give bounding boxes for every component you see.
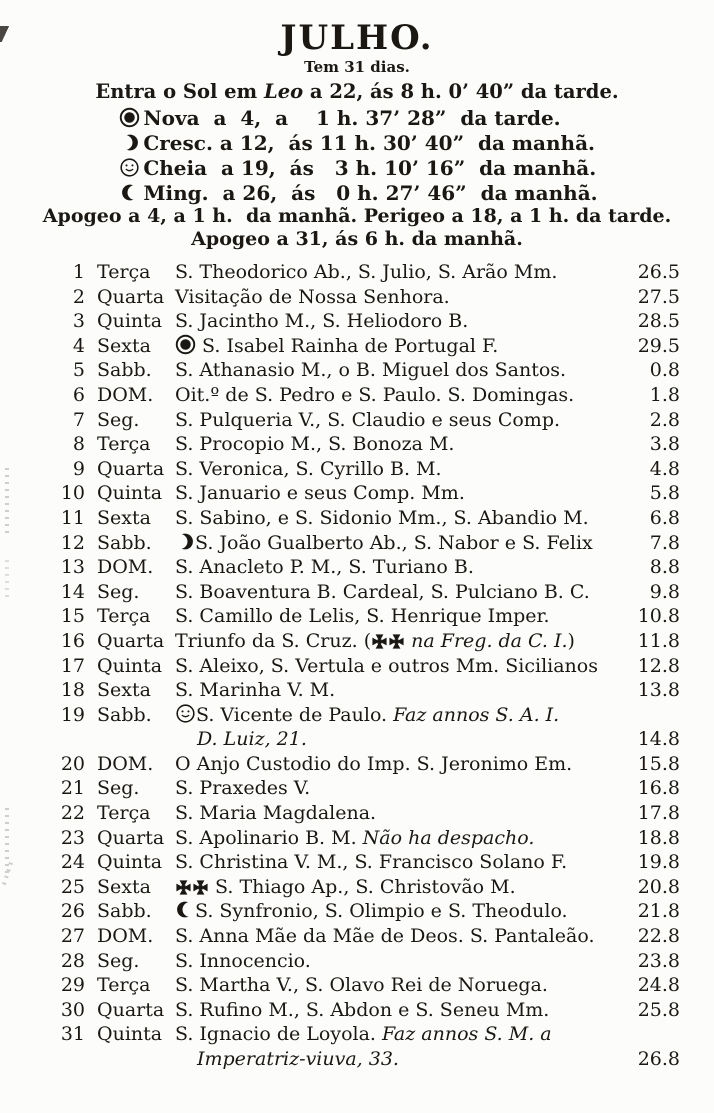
weekday-label: Terça — [97, 605, 151, 628]
calendar-row — [56, 752, 680, 777]
scan-smudge — [5, 808, 9, 874]
calendar-row — [56, 432, 680, 457]
new-moon-icon — [116, 107, 143, 128]
full-moon-icon — [116, 157, 143, 178]
maltese-cross-icon — [175, 876, 192, 898]
feast-entry — [175, 801, 632, 826]
maltese-cross-icon — [192, 876, 209, 898]
calendar-row — [56, 531, 680, 556]
moon-phase-line — [116, 180, 597, 205]
entry-italic-text: na Freg. da C. I. — [405, 629, 568, 652]
feast-entry — [175, 457, 632, 482]
entry-text: S. Innocencio. — [175, 949, 311, 972]
weekday-label: Sexta — [97, 679, 151, 702]
feast-entry — [175, 924, 632, 949]
day-number: 12 — [60, 531, 85, 554]
day-number: 28 — [60, 949, 85, 972]
entry-text: S. Ignacio de Loyola. — [175, 1023, 383, 1046]
weekday-label: Sabb. — [97, 359, 152, 382]
day-number: 4 — [72, 334, 85, 357]
day-number: 14 — [60, 580, 85, 603]
feast-entry — [175, 629, 632, 654]
feast-entry — [175, 899, 632, 924]
feast-entry — [175, 678, 632, 703]
moon-phase-list — [116, 105, 597, 205]
moon-age-value: 2.8 — [649, 408, 680, 431]
moon-phase-line — [116, 130, 597, 155]
feast-entry — [175, 334, 632, 359]
weekday-label: Quinta — [97, 654, 163, 677]
weekday-label: Terça — [97, 261, 151, 283]
day-number: 29 — [60, 974, 85, 997]
entry-text: Visitação de Nossa Senhora. — [175, 285, 450, 308]
entry-text: S. Vicente de Paulo. — [196, 703, 394, 726]
moon-age-value: 8.8 — [649, 556, 680, 579]
moon-age-value: 4.8 — [649, 457, 680, 480]
calendar-row — [56, 654, 680, 679]
scan-smudge — [5, 468, 9, 538]
calendar-row — [56, 408, 680, 433]
zodiac-sign: Leo — [263, 80, 304, 103]
day-number: 13 — [60, 556, 85, 579]
entry-italic-text: D. Luiz, 21. — [197, 728, 307, 751]
day-number: 10 — [60, 482, 85, 505]
weekday-label: Quinta — [97, 482, 163, 505]
feast-entry-continued — [175, 1047, 632, 1072]
entry-text: S. Maria Magdalena. — [175, 802, 377, 825]
entry-text: S. Procopio M., S. Bonoza M. — [175, 433, 455, 456]
day-number: 24 — [60, 851, 85, 874]
calendar-row — [56, 875, 680, 900]
day-number: 6 — [72, 383, 85, 406]
entry-text: Oit.º de S. Pedro e S. Paulo. S. Domingas. — [175, 383, 575, 406]
entry-text: S. Athanasio M., o B. Miguel dos Santos. — [175, 359, 567, 382]
moon-phase-label: Cresc. a 12, ás 11 h. 30’ 40” da manhã. — [143, 130, 596, 155]
calendar-row-continuation — [56, 727, 680, 752]
weekday-label: Quinta — [97, 310, 163, 333]
weekday-label: Sabb. — [97, 703, 152, 726]
moon-age-value: 3.8 — [649, 433, 680, 456]
feast-entry — [175, 309, 632, 334]
day-number: 26 — [60, 900, 85, 923]
moon-age-value: 6.8 — [649, 506, 680, 529]
moon-age-value: 14.8 — [637, 728, 680, 751]
entry-italic-text: Não ha despacho. — [362, 826, 535, 849]
calendar-row — [56, 383, 680, 408]
calendar-row — [56, 850, 680, 875]
feast-entry — [175, 285, 632, 310]
feast-entry — [175, 875, 632, 900]
calendar-row — [56, 899, 680, 924]
weekday-label: Sexta — [97, 875, 151, 898]
calendar-row — [56, 678, 680, 703]
weekday-label: Quarta — [97, 629, 165, 652]
entry-text: S. Theodorico Ab., S. Julio, S. Arão Mm. — [175, 261, 558, 283]
sun-line-post: a 22, ás 8 h. 0’ 40” da tarde. — [303, 80, 619, 103]
entry-text: S. Sabino, e S. Sidonio Mm., S. Abandio M. — [175, 506, 589, 529]
feast-entry — [175, 1022, 632, 1047]
calendar-row — [56, 285, 680, 310]
weekday-label: Terça — [97, 802, 151, 825]
day-number: 31 — [60, 1023, 85, 1046]
feast-entry — [175, 358, 632, 383]
weekday-label: Seg. — [97, 777, 140, 800]
day-number: 22 — [60, 802, 85, 825]
feast-entry — [175, 580, 632, 605]
weekday-label: Quarta — [97, 285, 165, 308]
moon-age-value: 28.5 — [637, 310, 680, 333]
entry-text: S. Apolinario B. M. — [175, 826, 363, 849]
moon-age-value: 22.8 — [637, 925, 680, 948]
weekday-label: Quarta — [97, 998, 165, 1021]
calendar-row — [56, 703, 680, 728]
day-number: 9 — [72, 457, 85, 480]
calendar-row-continuation — [56, 1047, 680, 1072]
weekday-label: DOM. — [97, 383, 154, 406]
moon-age-value: 18.8 — [637, 826, 680, 849]
feast-entry — [175, 432, 632, 457]
moon-age-value: 7.8 — [649, 531, 680, 554]
moon-age-value: 25.8 — [637, 998, 680, 1021]
entry-text: S. Anna Mãe da Mãe de Deos. S. Pantaleão. — [175, 925, 595, 948]
moon-age-value: 15.8 — [637, 752, 680, 775]
calendar-row — [56, 801, 680, 826]
maltese-cross-icon — [388, 630, 405, 652]
entry-text: S. Jacintho M., S. Heliodoro B. — [175, 310, 469, 333]
calendar-table — [56, 260, 680, 1072]
entry-text: S. Praxedes V. — [175, 777, 311, 800]
moon-age-value: 19.8 — [637, 851, 680, 874]
feast-entry — [175, 481, 632, 506]
feast-entry — [175, 506, 632, 531]
feast-entry — [175, 260, 632, 285]
feast-entry-continued — [175, 727, 632, 752]
moon-age-value: 24.8 — [637, 974, 680, 997]
feast-entry — [175, 604, 632, 629]
calendar-row — [56, 973, 680, 998]
day-number: 30 — [60, 998, 85, 1021]
entry-text: S. Marinha V. M. — [175, 679, 336, 702]
calendar-row — [56, 1022, 680, 1047]
moon-age-value: 0.8 — [649, 359, 680, 382]
calendar-row — [56, 826, 680, 851]
moon-age-value: 20.8 — [637, 875, 680, 898]
entry-text: S. Aleixo, S. Vertula e outros Mm. Sicilianos — [175, 654, 598, 677]
entry-italic-text: Imperatriz-viuva, 33. — [197, 1048, 399, 1070]
entry-text: S. Rufino M., S. Abdon e S. Seneu Mm. — [175, 998, 550, 1021]
moon-age-value: 29.5 — [637, 334, 680, 357]
moon-age-value: 16.8 — [637, 777, 680, 800]
weekday-label: Seg. — [97, 949, 140, 972]
first-quarter-moon-icon — [175, 532, 195, 554]
entry-text: S. Pulqueria V., S. Claudio e seus Comp. — [175, 408, 561, 431]
sun-entry-line — [0, 79, 714, 105]
day-number: 27 — [60, 925, 85, 948]
day-number: 19 — [60, 703, 85, 726]
calendar-row — [56, 309, 680, 334]
moon-age-value: 26.5 — [637, 261, 680, 283]
feast-entry — [175, 531, 632, 556]
calendar-row — [56, 358, 680, 383]
entry-text: S. Martha V., S. Olavo Rei de Noruega. — [175, 974, 548, 997]
entry-text: S. Veronica, S. Cyrillo B. M. — [175, 457, 442, 480]
day-number: 16 — [60, 629, 85, 652]
entry-text: S. Synfronio, S. Olimpio e S. Theodulo. — [195, 900, 568, 923]
moon-age-value: 26.8 — [637, 1048, 680, 1070]
weekday-label: DOM. — [97, 925, 154, 948]
weekday-label: Quinta — [97, 1023, 163, 1046]
moon-age-value: 13.8 — [637, 679, 680, 702]
moon-age-value: 5.8 — [649, 482, 680, 505]
apogee-line-2: Apogeo a 31, ás 6 h. da manhã. — [191, 228, 523, 250]
day-number: 23 — [60, 826, 85, 849]
weekday-label: Sabb. — [97, 531, 152, 554]
calendar-row — [56, 457, 680, 482]
feast-entry — [175, 973, 632, 998]
feast-entry — [175, 998, 632, 1023]
feast-entry — [175, 408, 632, 433]
moon-age-value: 21.8 — [637, 900, 680, 923]
entry-italic-text: Faz annos S. M. a — [382, 1023, 552, 1046]
weekday-label: Sabb. — [97, 900, 152, 923]
moon-phase-line — [116, 105, 597, 130]
entry-text: S. Januario e seus Comp. Mm. — [175, 482, 465, 505]
moon-age-value: 12.8 — [637, 654, 680, 677]
weekday-label: Terça — [97, 974, 151, 997]
day-number: 7 — [72, 408, 85, 431]
feast-entry — [175, 703, 632, 728]
calendar-row — [56, 776, 680, 801]
weekday-label: Quinta — [97, 851, 163, 874]
entry-text: S. João Gualberto Ab., S. Nabor e S. Felix — [195, 531, 593, 554]
moon-age-value: 9.8 — [649, 580, 680, 603]
calendar-row — [56, 506, 680, 531]
weekday-label: DOM. — [97, 556, 154, 579]
entry-text: S. Christina V. M., S. Francisco Solano F. — [175, 851, 568, 874]
calendar-row — [56, 604, 680, 629]
day-number: 5 — [72, 359, 85, 382]
day-number: 15 — [60, 605, 85, 628]
entry-text: S. Isabel Rainha de Portugal F. — [196, 334, 499, 357]
scan-smudge — [5, 560, 9, 600]
feast-entry — [175, 654, 632, 679]
moon-phase-label: Nova a 4, a 1 h. 37’ 28” da tarde. — [143, 105, 561, 130]
weekday-label: Terça — [97, 433, 151, 456]
moon-phase-label: Cheia a 19, ás 3 h. 10’ 16” da manhã. — [143, 155, 597, 180]
feast-entry — [175, 850, 632, 875]
weekday-label: DOM. — [97, 752, 154, 775]
sun-line-pre: Entra o Sol em — [95, 80, 264, 103]
weekday-label: Quarta — [97, 826, 165, 849]
day-number: 20 — [60, 752, 85, 775]
entry-text: Triunfo da S. Cruz. ( — [175, 629, 372, 652]
scan-smudge — [1, 862, 13, 888]
calendar-row — [56, 998, 680, 1023]
day-number: 21 — [60, 777, 85, 800]
day-number: 1 — [72, 261, 85, 283]
moon-age-value: 23.8 — [637, 949, 680, 972]
maltese-cross-icon — [371, 630, 388, 652]
entry-text: S. Boaventura B. Cardeal, S. Pulciano B. C. — [175, 580, 590, 603]
moon-age-value: 11.8 — [637, 629, 680, 652]
weekday-label: Quarta — [97, 457, 165, 480]
first-quarter-moon-icon — [116, 132, 143, 153]
moon-age-value: 10.8 — [637, 605, 680, 628]
feast-entry — [175, 383, 632, 408]
last-quarter-moon-icon — [175, 900, 195, 922]
feast-entry — [175, 949, 632, 974]
day-number: 2 — [72, 285, 85, 308]
weekday-label: Seg. — [97, 408, 140, 431]
calendar-row — [56, 580, 680, 605]
entry-text: S. Camillo de Lelis, S. Henrique Imper. — [175, 605, 550, 628]
calendar-row — [56, 260, 680, 285]
moon-age-value: 27.5 — [637, 285, 680, 308]
full-moon-icon — [175, 704, 196, 726]
day-number: 8 — [72, 433, 85, 456]
page-subtitle: Tem 31 dias. — [304, 58, 410, 76]
calendar-row — [56, 629, 680, 654]
entry-italic-text: Faz annos S. A. I. — [393, 703, 560, 726]
feast-entry — [175, 752, 632, 777]
page-title: JULHO. — [280, 18, 434, 58]
calendar-row — [56, 481, 680, 506]
entry-text: ) — [567, 629, 575, 652]
day-number: 18 — [60, 679, 85, 702]
entry-text: S. Thiago Ap., S. Christovão M. — [209, 875, 516, 898]
weekday-label: Seg. — [97, 580, 140, 603]
moon-phase-line — [116, 155, 597, 180]
feast-entry — [175, 776, 632, 801]
feast-entry — [175, 555, 632, 580]
entry-text: O Anjo Custodio do Imp. S. Jeronimo Em. — [175, 752, 573, 775]
entry-text: S. Anacleto P. M., S. Turiano B. — [175, 556, 474, 579]
last-quarter-moon-icon — [116, 182, 143, 203]
day-number: 11 — [60, 506, 85, 529]
day-number: 17 — [60, 654, 85, 677]
feast-entry — [175, 826, 632, 851]
calendar-row — [56, 949, 680, 974]
moon-phase-label: Ming. a 26, ás 0 h. 27’ 46” da manhã. — [143, 180, 598, 205]
calendar-row — [56, 334, 680, 359]
calendar-row — [56, 555, 680, 580]
moon-age-value: 1.8 — [649, 383, 680, 406]
apogee-line-1: Apogeo a 4, a 1 h. da manhã. Perigeo a 18, a 1 h. da tarde. — [42, 205, 672, 227]
calendar-row — [56, 924, 680, 949]
new-moon-icon — [175, 335, 196, 357]
weekday-label: Sexta — [97, 506, 151, 529]
day-number: 3 — [72, 310, 85, 333]
weekday-label: Sexta — [97, 334, 151, 357]
moon-age-value: 17.8 — [637, 802, 680, 825]
day-number: 25 — [60, 875, 85, 898]
